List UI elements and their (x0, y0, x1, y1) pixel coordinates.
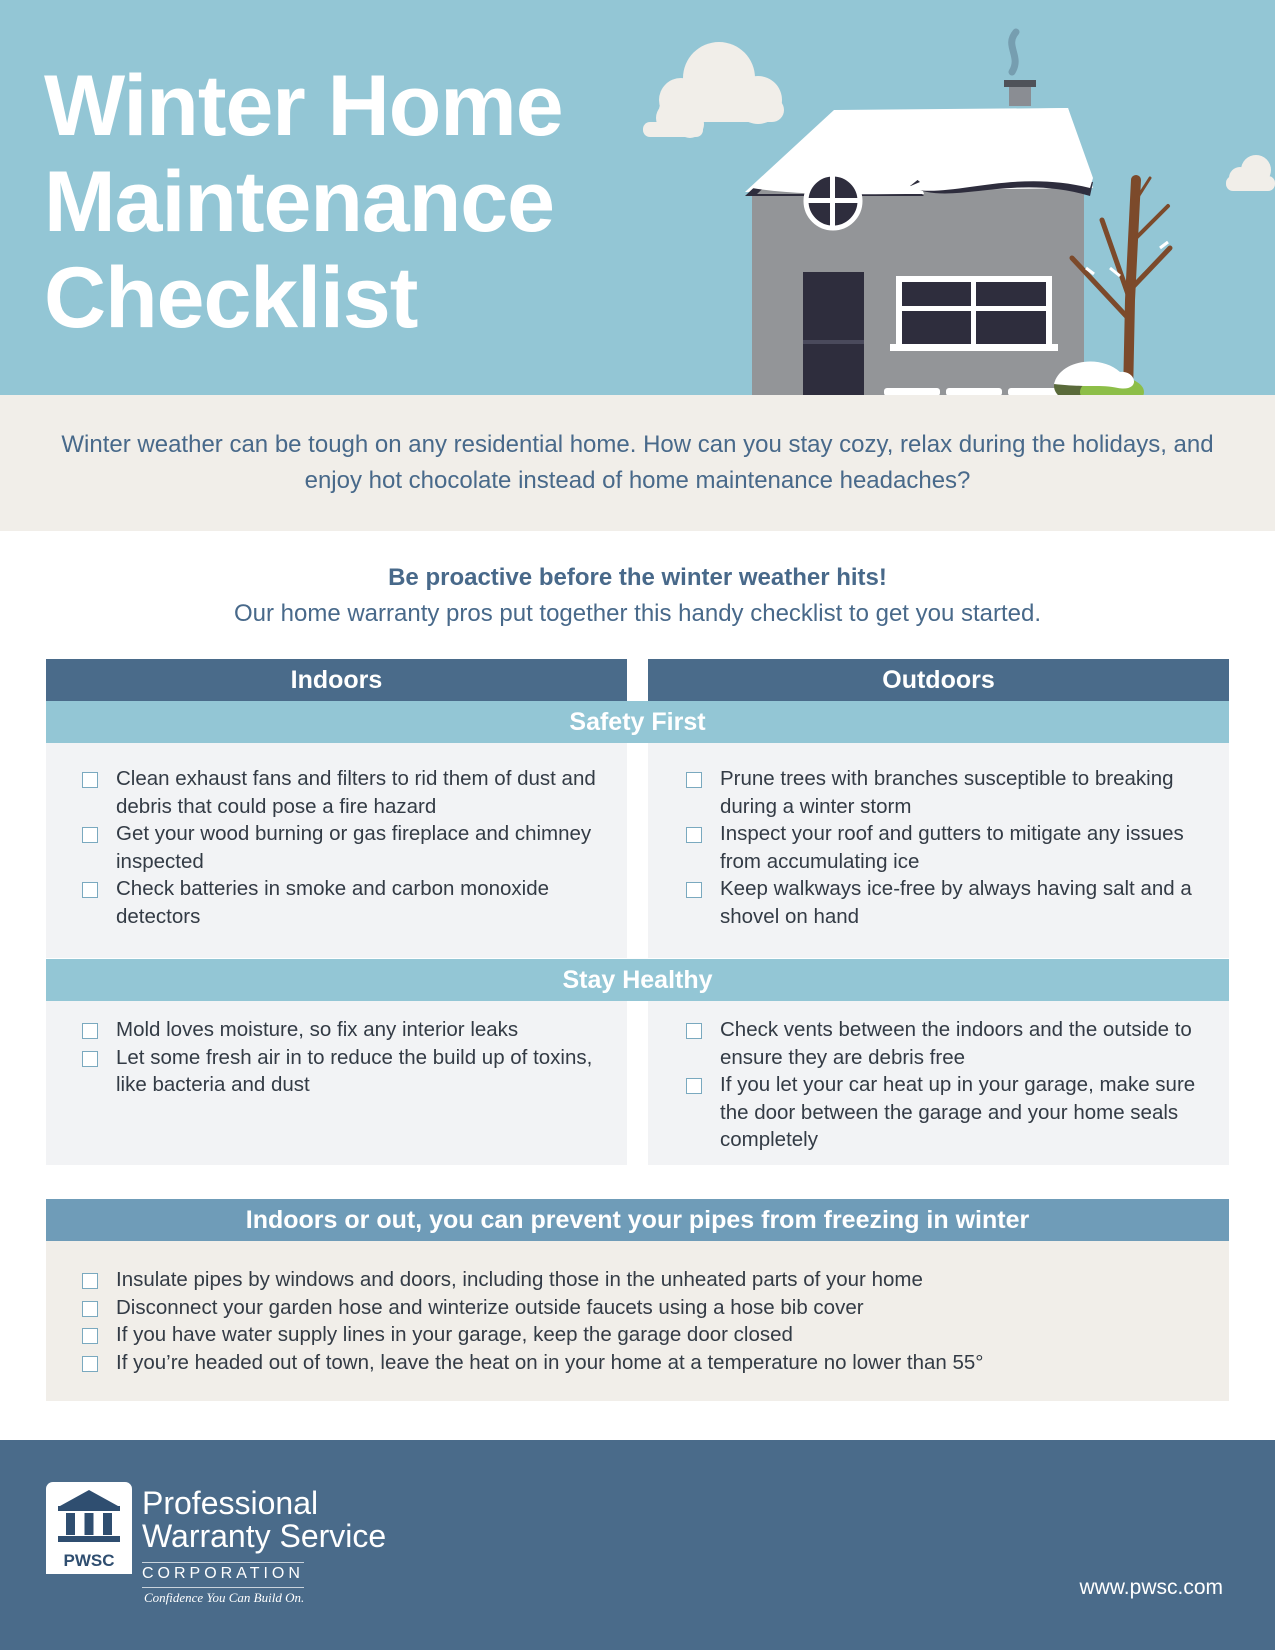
checkbox-icon[interactable] (686, 827, 702, 843)
checkbox-icon[interactable] (82, 1273, 98, 1289)
item-text: Clean exhaust fans and filters to rid them of dust and debris that could pose a fire hazard (116, 767, 596, 818)
lead-subtext: Our home warranty pros put together this handy checklist to get you started. (233, 600, 1042, 627)
brand-tagline: Confidence You Can Build On. (144, 1590, 305, 1605)
safety-indoors-cell (46, 743, 627, 958)
item-text: Keep walkways ice-free by always having salt and a shovel on hand (720, 877, 1192, 928)
list-item (686, 1016, 1212, 1071)
list-item (82, 820, 602, 875)
item-text: Inspect your roof and gutters to mitigate any issues from accumulating ice (720, 822, 1184, 873)
list-item (82, 1349, 1202, 1377)
item-text: Mold loves moisture, so fix any interior leaks (116, 1018, 519, 1041)
healthy-outdoors-list (686, 1016, 1212, 1154)
safety-indoors-list (82, 765, 602, 930)
title-line: Maintenance (44, 154, 554, 250)
list-item (82, 875, 602, 930)
brand-name-line3: CORPORATION (142, 1565, 304, 1582)
item-text: If you have water supply lines in your garage, keep the garage door closed (116, 1323, 793, 1346)
cloud-icon (1226, 155, 1275, 191)
checkbox-icon[interactable] (82, 1301, 98, 1317)
section-header-safety-first: Safety First (46, 701, 1229, 743)
brand-name-line1: Professional (142, 1485, 319, 1521)
checkbox-icon[interactable] (82, 827, 98, 843)
item-text: If you’re headed out of town, leave the heat on in your home at a temperature no lower than 55° (116, 1350, 984, 1374)
item-text: Disconnect your garden hose and winterize outside faucets using a hose bib cover (116, 1295, 864, 1319)
item-text: If you let your car heat up in your garage, make sure the door between the garage and your home seals completely (720, 1073, 1196, 1151)
title-line: Winter Home (44, 58, 563, 154)
list-item (82, 1016, 602, 1044)
divider (142, 1587, 304, 1588)
checkbox-icon[interactable] (686, 1078, 702, 1094)
hero-banner (0, 0, 1275, 395)
item-text: Insulate pipes by windows and doors, including those in the unheated parts of your home (116, 1268, 923, 1291)
list-item (82, 1044, 602, 1099)
logo-abbreviation: PWSC (46, 1548, 132, 1574)
list-item (82, 1294, 1202, 1322)
list-item (82, 765, 602, 820)
checkbox-icon[interactable] (82, 1023, 98, 1039)
column-header-outdoors: Outdoors (648, 659, 1229, 701)
list-item (686, 765, 1212, 820)
checkbox-icon[interactable] (82, 1051, 98, 1067)
healthy-indoors-cell (46, 1001, 627, 1165)
safety-outdoors-cell (648, 743, 1229, 958)
lead-section (0, 560, 1275, 632)
checkbox-icon[interactable] (82, 772, 98, 788)
safety-outdoors-list (686, 765, 1212, 930)
title-line: Checklist (44, 250, 418, 346)
intro-text: Winter weather can be tough on any residential home. How can you stay cozy, relax during the holidays, and enjoy hot chocolate instead of home maintenance headaches? (61, 431, 1214, 494)
website-link[interactable]: www.pwsc.com (1079, 1576, 1223, 1599)
page-title (44, 58, 563, 346)
pipes-section-header: Indoors or out, you can prevent your pipes from freezing in winter (46, 1199, 1229, 1241)
list-item (686, 820, 1212, 875)
checkbox-icon[interactable] (82, 1356, 98, 1372)
item-text: Let some fresh air in to reduce the build up of toxins, like bacteria and dust (116, 1045, 593, 1096)
healthy-outdoors-cell (648, 1001, 1229, 1165)
list-item (686, 875, 1212, 930)
list-item (82, 1321, 1202, 1349)
section-header-stay-healthy: Stay Healthy (46, 959, 1229, 1001)
checkbox-icon[interactable] (686, 882, 702, 898)
intro-band (0, 395, 1275, 531)
healthy-indoors-list (82, 1016, 602, 1099)
company-logo (46, 1482, 132, 1574)
lead-headline: Be proactive before the winter weather hits! (388, 564, 887, 591)
item-text: Prune trees with branches susceptible to breaking during a winter storm (720, 767, 1174, 818)
item-text: Check batteries in smoke and carbon monoxide detectors (116, 877, 550, 928)
divider (142, 1562, 304, 1563)
column-header-indoors: Indoors (46, 659, 627, 701)
checkbox-icon[interactable] (686, 772, 702, 788)
checkbox-icon[interactable] (82, 882, 98, 898)
checkbox-icon[interactable] (82, 1328, 98, 1344)
item-text: Check vents between the indoors and the outside to ensure they are debris free (720, 1018, 1192, 1069)
footer (0, 1440, 1275, 1650)
checkbox-icon[interactable] (686, 1023, 702, 1039)
item-text: Get your wood burning or gas fireplace and chimney inspected (116, 822, 592, 873)
pillars-logo-icon (46, 1482, 132, 1548)
pipes-list (82, 1266, 1202, 1376)
list-item (686, 1071, 1212, 1154)
brand-name-line2: Warranty Service (142, 1518, 387, 1554)
list-item (82, 1266, 1202, 1294)
pipes-section-body (46, 1241, 1229, 1401)
